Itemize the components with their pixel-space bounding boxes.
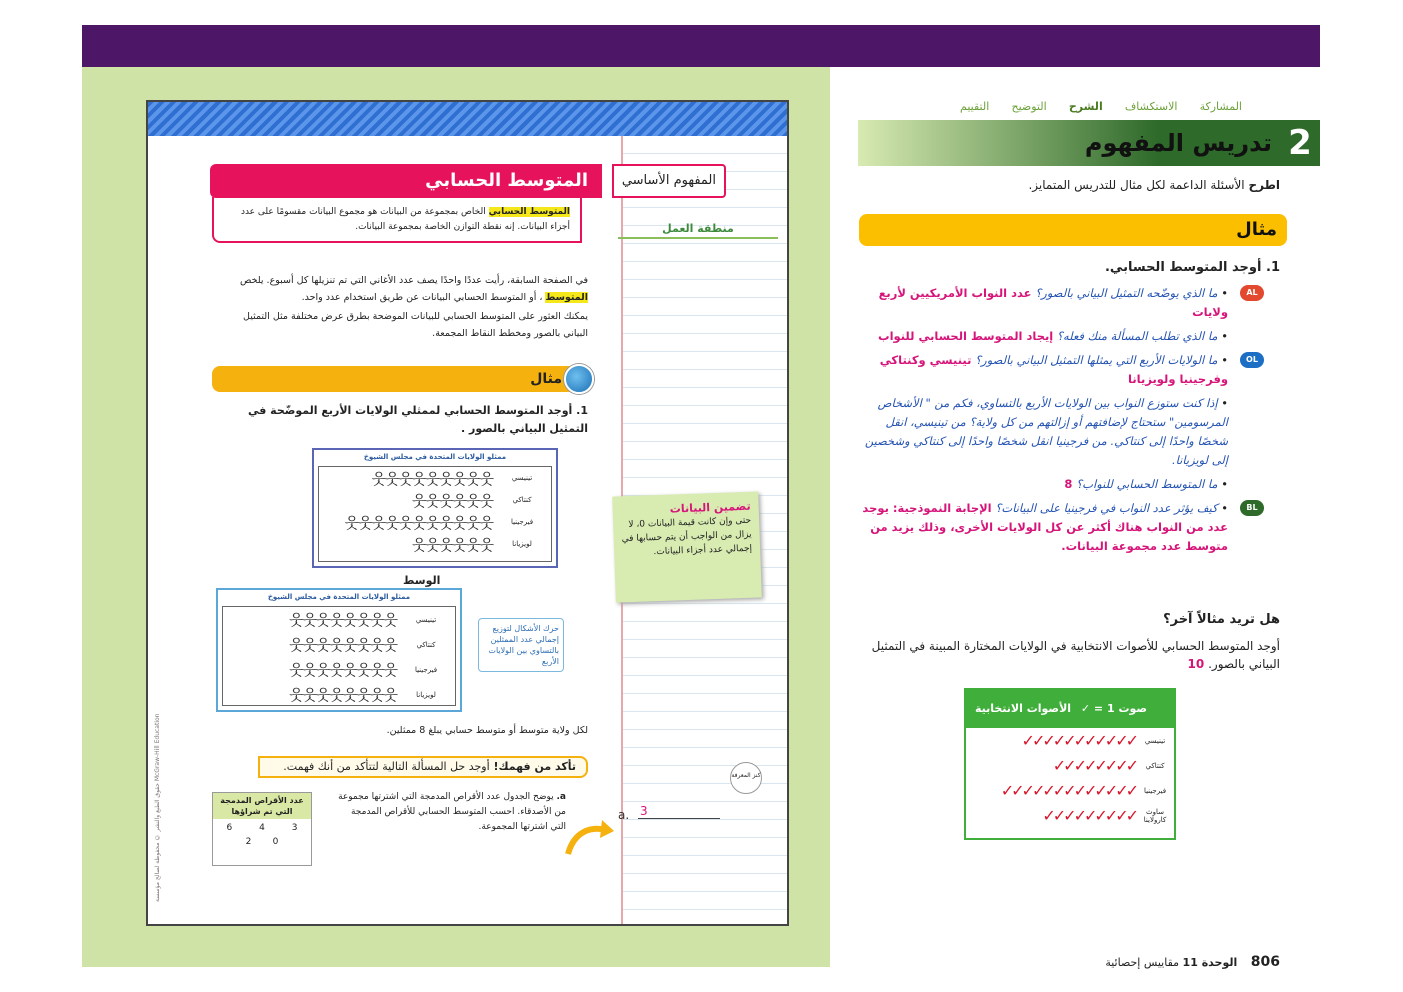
lesson-phase-tabs [960,100,1242,113]
example-heading-bar: مثال [859,214,1287,246]
section-number: 2 [1280,120,1320,166]
question-answer: من تينيسي، انقل شخصًا واحدًا إلى كنتاكي. من فرجينيا انقل شخصًا واحدًا إلى كنتاكي وشخصين إلى لويزيانا. [864,415,1228,467]
another-example-prompt: أوجد المتوسط الحسابي للأصوات الانتخابية في الولايات المختارة المبينة في التمثيل البياني بالصور. [871,639,1280,671]
votes-row [966,803,1174,828]
people-icons: 웃웃웃웃웃웃 [412,491,493,510]
intro-text: الأسئلة الداعمة لكل مثال للتدريس المتمايز. [1028,178,1245,192]
globe-icon [564,364,594,394]
votes-key: صوت 1 = ✓ [1080,702,1148,715]
top-banner [82,25,1320,67]
state-label: تينيسي [415,615,437,624]
picture-graph-rows [318,466,552,562]
tab-engage[interactable]: المشاركة [1199,100,1242,113]
exercise-text: يوضح الجدول عدد الأقراص المدمجة التي اشترتها مجموعة من الأصدقاء. احسب المتوسط الحسابي للأقراص المدمجة التي اشترتها المجموعة. [338,792,566,832]
checkmark-icons: ✓✓✓✓✓✓✓✓ [1052,756,1136,775]
picture-graph-title: ممثلو الولايات المتحدة في مجلس الشيوخ [363,453,507,461]
key-concept-tag: المفهوم الأساسي [612,164,726,198]
votes-row [966,728,1174,753]
question-answer: إيجاد المتوسط الحسابي للنواب [878,329,1054,343]
mean-label: الوسط [403,574,441,587]
tab-explore[interactable]: الاستكشاف [1124,100,1178,113]
graph-row [223,657,455,682]
unit-label: الوحدة 11 [1182,956,1238,969]
graph-row [319,489,551,511]
example-banner: مثال [212,366,578,392]
sticker-badge: كنز المعرفة [730,762,762,794]
table-row [213,819,311,837]
question-item: AL • ما الذي يوضّحه التمثيل البياني بالصور؟ عدد النواب الأمريكيين لأربع ولايات [862,284,1280,322]
question-item: • ما الذي تطلب المسألة منك فعله؟ إيجاد المتوسط الحسابي للنواب [878,329,1228,343]
second-paragraph: يمكنك العثور على المتوسط الحسابي للبيانات الموضحة بطرق عرض مختلفة مثل التمثيل البياني بالصور ومخطط النقاط المجمعة. [243,311,588,339]
sticky-note [612,491,762,602]
state-label: تينيسي [511,474,533,482]
page-number: 806 [1250,954,1280,970]
answer-field: 3 [638,804,720,819]
table-row [213,837,311,847]
another-example-answer: 10 [1187,657,1205,671]
side-credit: حقوق الطبع والنشر © محفوظة لصالح مؤسسة McGraw-Hill Education [154,713,161,902]
votes-row [966,753,1174,778]
checkmark-icons: ✓✓✓✓✓✓✓✓✓✓✓ [1021,731,1136,750]
student-book-page [146,100,789,926]
curved-arrow-icon [564,818,614,858]
al-badge-icon: AL [1240,285,1264,301]
question-answer: الإجابة النموذجية: يوجد عدد من النواب هناك أكثر عن كل الولايات الأخرى، وذلك يزيد من متوسط عدد مجموعة البيانات. [862,501,1228,553]
graph-row [223,682,455,707]
table-cell: 2 [245,837,252,847]
state-label: فيرجينيا [414,665,438,674]
votes-graph-title [966,690,1174,728]
question-prompt: كيف يؤثر عدد النواب في فرجينيا على البيانات؟ [995,501,1218,515]
mean-graph-rows [222,606,456,706]
tab-evaluate[interactable]: التقييم [960,100,990,113]
check-title: تأكد من فهمك! [493,760,576,773]
intro-bold: اطرح [1248,178,1280,192]
graph-row [319,533,551,555]
people-icons: 웃웃웃웃웃웃웃웃 [289,661,397,679]
check-text: أوجد حل المسألة التالية لتتأكد من أنك فهمت. [283,760,490,773]
definition-box [212,197,582,243]
question-answer: تينيسي وكنتاكي وفرجينيا ولويزيانا [879,353,1228,386]
section-title-bar [858,120,1320,166]
answer-label: a. [618,808,630,822]
mean-result-sentence: لكل ولاية متوسط أو متوسط حسابي يبلغ 8 ممثلين. [386,725,588,736]
intro-paragraph [228,272,588,306]
electoral-votes-graph [964,688,1176,840]
exercise-number: a. [556,792,566,802]
people-icons: 웃웃웃웃웃웃웃웃 [289,636,397,654]
page-header-stripe [148,102,787,136]
concept-title: المتوسط الحسابي [210,164,602,198]
sticky-title: تضمين البيانات [669,499,751,516]
work-zone-label: منطقة العمل [618,222,778,239]
question-prompt: ما المتوسط الحسابي للنواب؟ [1076,477,1218,491]
section-title: تدريس المفهوم [1084,129,1272,157]
state-label: ساوث كارولاينا [1143,807,1167,824]
graph-row [319,511,551,533]
definition-term: المتوسط الحسابي [488,207,570,217]
intro-instructions [900,178,1280,192]
move-figures-callout: حرك الأشكال لتوزيع إجمالي عدد الممثلين بالتساوي بين الولايات الأربع [478,618,564,672]
question-item: BL • كيف يؤثر عدد النواب في فرجينيا على البيانات؟ الإجابة النموذجية: يوجد عدد من النواب هناك أكثر عن كل الولايات الأخرى، وذلك يزيد من متوسط عدد مجموعة البيانات. [862,499,1280,556]
question-item: • إذا كنت ستوزع النواب بين الولايات الأربع بالتساوي، فكم من " الأشخاص المرسومين" ستحتاج لإضافتهم أو إزالتهم من كل ولاية؟ من تينيسي، انقل شخصًا واحدًا إلى كنتاكي. من فرجينيا انقل شخصًا واحدًا إلى كنتاكي وشخصين إلى لويزيانا. [864,396,1228,467]
votes-row [966,778,1174,803]
scaffold-questions [862,284,1280,556]
check-understanding-bar [258,756,588,778]
state-label: فيرجينيا [510,518,534,526]
question-number: 1. [1266,260,1280,275]
state-label: تينيسي [1144,736,1166,745]
question-text: أوجد المتوسط الحسابي لممثلي الولايات الأربع الموضّحة في التمثيل البياني بالصور . [247,404,588,435]
tab-elaborate[interactable]: التوضيح [1011,100,1047,113]
state-label: كنتاكي [1145,761,1165,770]
question-prompt: ما الذي يوضّحه التمثيل البياني بالصور؟ [1035,286,1218,300]
another-example-title: هل تريد مثالاً آخر؟ [1163,612,1280,627]
cds-table [212,792,312,866]
question-answer: عدد النواب الأمريكيين لأربع ولايات [878,286,1228,319]
page-footer [1000,954,1280,970]
tab-explain[interactable]: الشرح [1068,100,1103,113]
state-label: كنتاكي [512,496,532,504]
checkmark-icons: ✓✓✓✓✓✓✓✓✓✓✓✓✓ [1000,781,1136,800]
question-item: • ما المتوسط الحسابي للنواب؟ 8 [1064,477,1228,491]
state-label: لويزيانا [512,540,532,548]
people-icons: 웃웃웃웃웃웃웃웃웃 [371,469,493,488]
state-label: فيرجينيا [1143,786,1167,795]
sticky-text: حتى وإن كانت قيمة البيانات 0، لا يزال من الواجب أن يتم حسابها في إجمالي عدد أجزاء البيانات. [621,515,753,558]
graph-row [319,467,551,489]
people-icons: 웃웃웃웃웃웃웃웃 [289,686,397,704]
mean-graph-title: ممثلو الولايات المتحدة في مجلس الشيوخ [267,593,411,601]
question-prompt: ما الولايات الأربع التي يمثلها التمثيل البياني بالصور؟ [975,353,1218,367]
table-header: عدد الأقراص المدمجة التي تم شراؤها [213,793,311,819]
people-icons: 웃웃웃웃웃웃 [412,535,493,554]
intro-text-a: في الصفحة السابقة، رأيت عددًا واحدًا يصف عدد الأغاني التي تم تنزيلها كل أسبوع. يلخص [239,275,588,286]
checkmark-icons: ✓✓✓✓✓✓✓✓✓ [1042,806,1136,825]
senators-picture-graph [312,448,558,568]
ol-badge-icon: OL [1240,352,1264,368]
another-example-text [868,637,1280,673]
state-label: لويزيانا [416,690,436,699]
definition-text: الخاص بمجموعة من البيانات هو مجموع البيانات مقسومًا على عدد أجزاء البيانات. إنه نقطة التوازن الخاصة بمجموعة البيانات. [240,207,570,232]
unit-title: مقاييس إحصائية [1105,956,1180,969]
question-answer: 8 [1064,477,1073,491]
people-icons: 웃웃웃웃웃웃웃웃 [289,611,397,629]
table-cell: 6 [226,823,233,833]
state-label: كنتاكي [416,640,436,649]
senators-mean-graph [216,588,462,712]
bl-badge-icon: BL [1240,500,1264,516]
exercise-a [338,790,566,835]
table-cell: 0 [272,837,279,847]
intro-text-b: ، أو المتوسط الحسابي البيانات عن طريق استخدام عدد واحد. [301,292,543,303]
question-prompt: ما الذي تطلب المسألة منك فعله؟ [1056,329,1218,343]
votes-title: الأصوات الانتخابية [974,702,1072,715]
question-prompt: إذا كنت ستوزع النواب بين الولايات الأربع بالتساوي، فكم من " الأشخاص المرسومين" ستحتاج لإضافتهم أو إزالتهم من كل ولاية؟ [877,396,1228,429]
table-cell: 4 [259,823,265,833]
graph-row [223,632,455,657]
graph-row [223,607,455,632]
question-number: 1. [576,404,588,417]
question-item: OL • ما الولايات الأربع التي يمثلها التمثيل البياني بالصور؟ تينيسي وكنتاكي وفرجينيا ولويزيانا [862,351,1280,389]
table-cell: 3 [291,823,298,833]
example-question [228,402,588,438]
people-icons: 웃웃웃웃웃웃웃웃웃웃웃 [344,513,493,532]
question-text: أوجد المتوسط الحسابي. [1104,260,1262,275]
right-question [880,260,1280,275]
intro-highlight: المتوسط [545,292,588,303]
